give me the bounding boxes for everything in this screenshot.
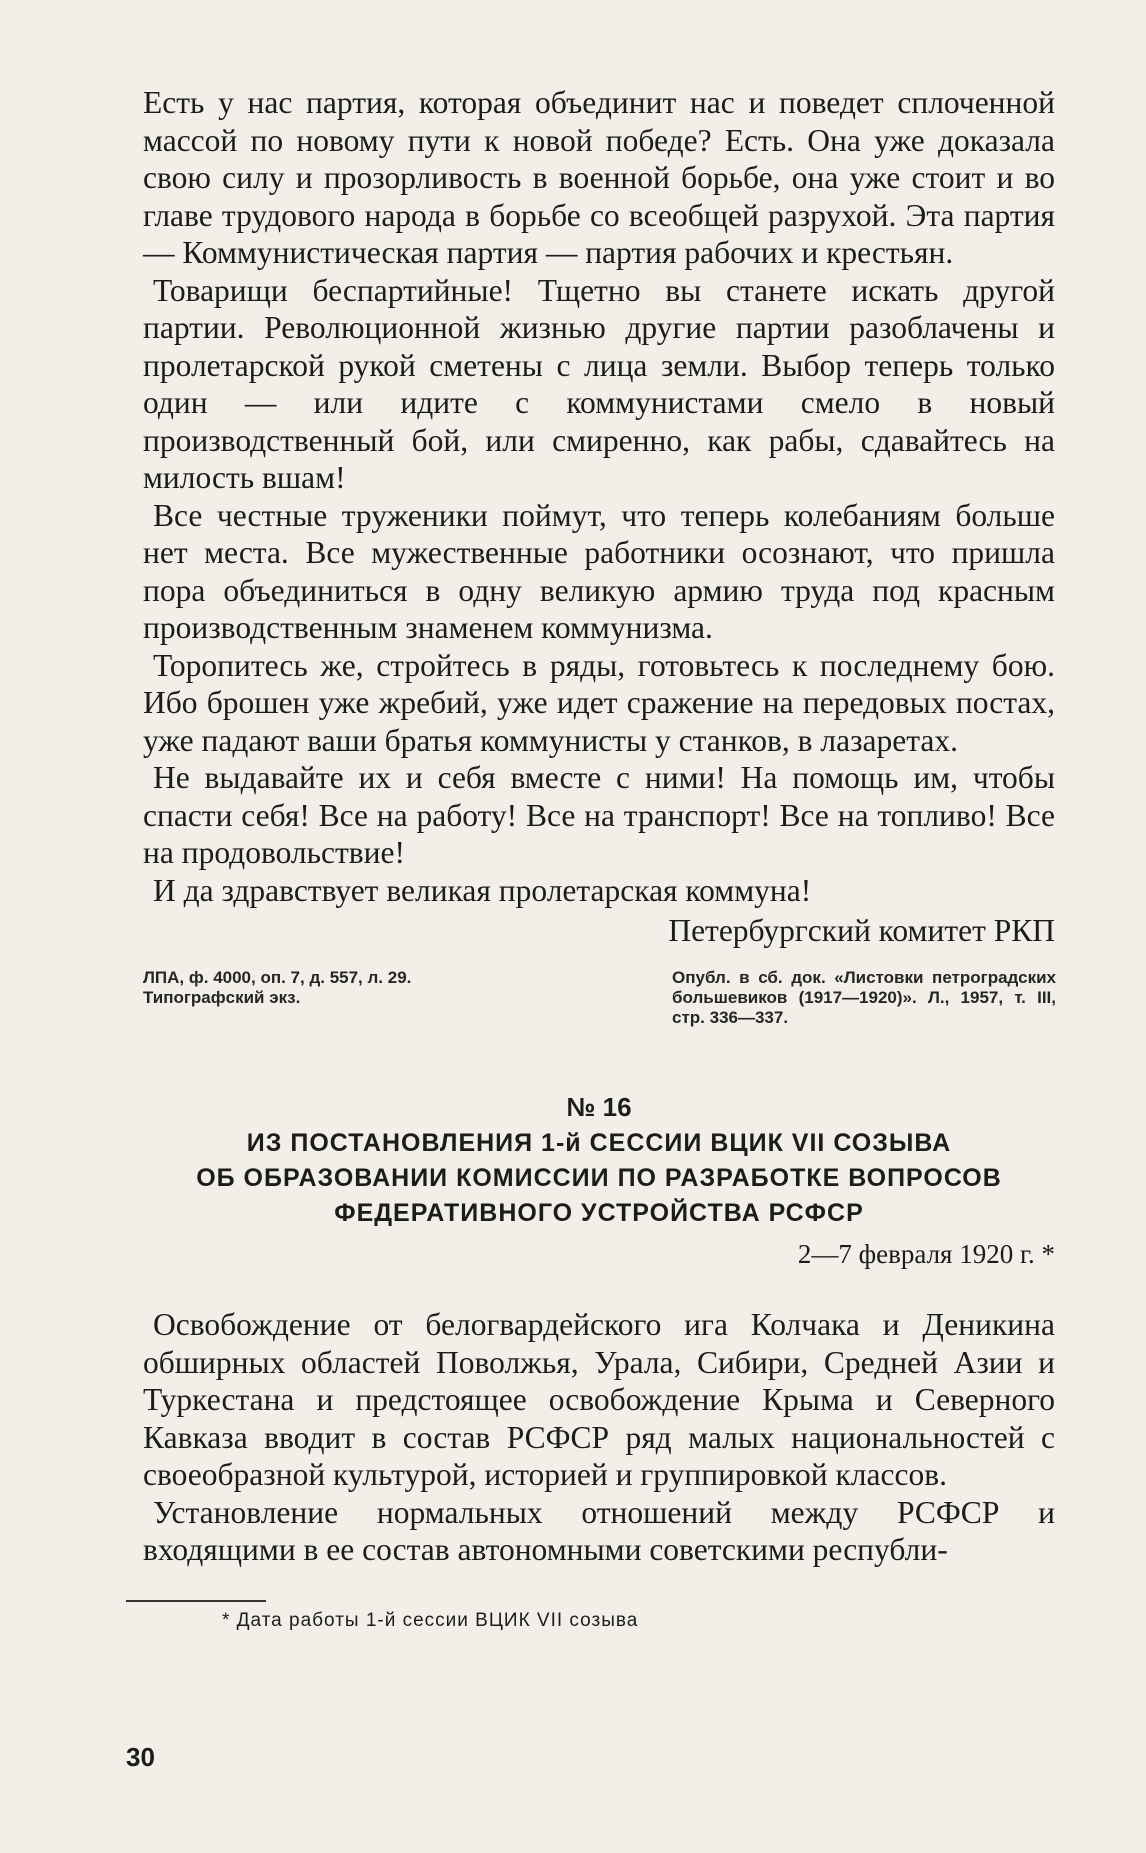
archive-source-note: ЛПА, ф. 4000, оп. 7, д. 557, л. 29. Типографский экз. [143,968,412,1007]
paragraph: Все честные труженики поймут, что теперь колебаниям больше нет места. Все мужественные работники осознают, что пришла пора объединиться в одну великую армию труда под красным производственным знаменем коммунизма. [143,497,1055,645]
paragraph: Есть у нас партия, которая объединит нас и поведет сплоченной массой по новому пути к новой победе? Есть. Она уже доказала свою силу и прозорливость в военной борьбе, она уже стоит и во главе трудового народа в борьбе со всеобщей разрухой. Эта партия — Коммунистическая партия — партия рабочих и крестьян. [143,85,1055,270]
paragraph: Торопитесь же, стройтесь в ряды, готовьтесь к последнему бою. Ибо брошен уже жребий, уже идет сражение на передовых постах, уже падают ваши братья коммунисты у станков, в лазаретах. [143,647,1055,758]
leaflet-text [143,84,1055,909]
title-line: ОБ ОБРАЗОВАНИИ КОМИССИИ ПО РАЗРАБОТКЕ ВОПРОСОВ [196,1164,1002,1192]
title-line: ИЗ ПОСТАНОВЛЕНИЯ 1-й СЕССИИ ВЦИК VII СОЗЫВА [246,1129,952,1157]
publication-source-note: Опубл. в сб. док. «Листовки петроградских большевиков (1917—1920)». Л., 1957, т. III, стр. 336—337. [672,968,1056,1027]
paragraph: Установление нормальных отношений между РСФСР и входящими в ее состав автономными советскими республи- [143,1494,1055,1567]
footnote-divider [126,1600,266,1602]
paragraph: Товарищи беспартийные! Тщетно вы станете искать другой партии. Революционной жизнью другие партии разоблачены и пролетарской рукой сметены с лица земли. Выбор теперь только один — или идите с коммунистами смело в новый производственный бой, или смиренно, как рабы, сдавайтесь на милость вшам! [143,272,1055,495]
document-title [143,1126,1055,1231]
paragraph: Освобождение от белогвардейского ига Колчака и Деникина обширных областей Поволжья, Урала, Сибири, Средней Азии и Туркестана и предстоящее освобождение Крыма и Северного Кавказа вводит в состав РСФСР ряд малых национальностей с своеобразной культурой, историей и группировкой классов. [143,1307,1055,1492]
signature: Петербургский комитет РКП [668,913,1055,948]
paragraph: Не выдавайте их и себя вместе с ними! На помощь им, чтобы спасти себя! Все на работу! Все на транспорт! Все на топливо! Все на продовольствие! [143,760,1055,870]
document-date: 2—7 февраля 1920 г. * [797,1239,1055,1269]
footnote: * Дата работы 1-й сессии ВЦИК VII созыва [222,1610,639,1631]
title-line: ФЕДЕРАТИВНОГО УСТРОЙСТВА РСФСР [334,1199,864,1227]
paragraph: И да здравствует великая пролетарская коммуна! [153,872,812,908]
resolution-text [143,1306,1055,1569]
page-number: 30 [126,1742,155,1772]
document-number: № 16 [566,1092,632,1122]
